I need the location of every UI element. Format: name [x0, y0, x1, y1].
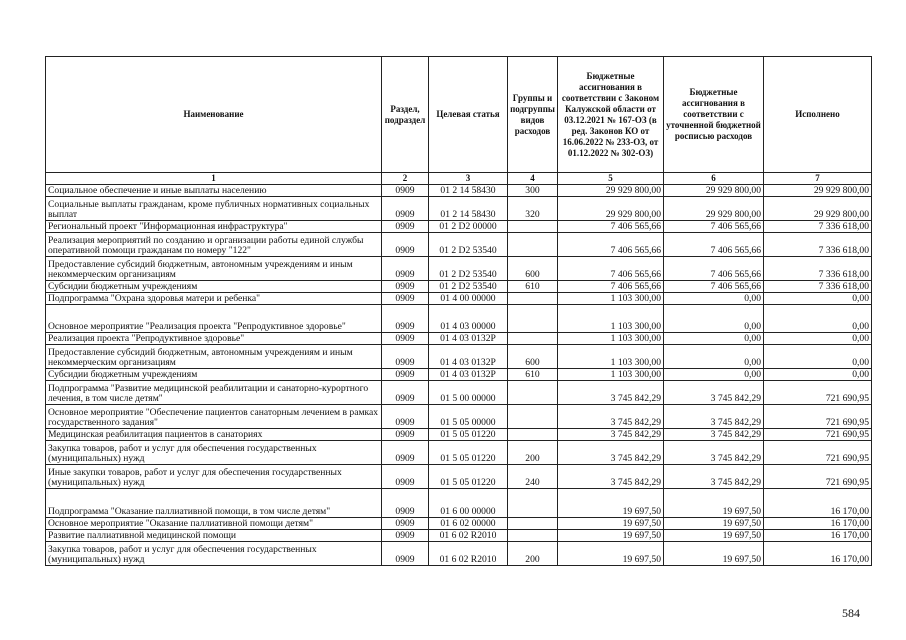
row-law-allocation: 19 697,50	[558, 518, 664, 530]
row-group	[508, 405, 558, 429]
row-law-allocation: 3 745 842,29	[558, 441, 664, 465]
header-refined-allocation: Бюджетные ассигнования в соответствии с уточненной бюджетной росписью расходов	[664, 57, 764, 173]
row-law-allocation: 3 745 842,29	[558, 405, 664, 429]
table-row	[46, 429, 872, 441]
row-target: 01 5 05 01220	[429, 429, 508, 441]
row-section: 0909	[382, 405, 429, 429]
row-law-allocation: 29 929 800,00	[558, 185, 664, 197]
row-refined-allocation: 3 745 842,29	[664, 429, 764, 441]
row-name: Реализация проекта "Репродуктивное здоровье"	[46, 333, 382, 345]
row-refined-allocation: 0,00	[664, 305, 764, 333]
row-group	[508, 333, 558, 345]
row-refined-allocation: 3 745 842,29	[664, 405, 764, 429]
row-executed: 0,00	[764, 305, 872, 333]
row-section: 0909	[382, 185, 429, 197]
row-name: Иные закупки товаров, работ и услуг для обеспечения государственных (муниципальных) нужд	[46, 465, 382, 489]
row-section: 0909	[382, 542, 429, 566]
row-group: 240	[508, 465, 558, 489]
row-name: Социальные выплаты гражданам, кроме публичных нормативных социальных выплат	[46, 197, 382, 221]
header-section: Раздел, подраздел	[382, 57, 429, 173]
row-executed: 7 336 618,00	[764, 221, 872, 233]
row-refined-allocation: 19 697,50	[664, 542, 764, 566]
row-name: Субсидии бюджетным учреждениям	[46, 281, 382, 293]
row-target: 01 6 00 00000	[429, 489, 508, 518]
row-refined-allocation: 3 745 842,29	[664, 441, 764, 465]
row-executed: 721 690,95	[764, 429, 872, 441]
row-target: 01 6 02 00000	[429, 518, 508, 530]
row-section: 0909	[382, 197, 429, 221]
row-refined-allocation: 0,00	[664, 369, 764, 381]
row-target: 01 5 05 01220	[429, 441, 508, 465]
row-executed: 7 336 618,00	[764, 257, 872, 281]
row-name: Развитие паллиативной медицинской помощи	[46, 530, 382, 542]
table-row	[46, 489, 872, 518]
column-number: 5	[558, 173, 664, 185]
row-executed: 721 690,95	[764, 465, 872, 489]
column-number: 2	[382, 173, 429, 185]
row-group: 600	[508, 345, 558, 369]
table-row	[46, 185, 872, 197]
row-executed: 0,00	[764, 345, 872, 369]
header-target: Целевая статья	[429, 57, 508, 173]
row-target: 01 2 D2 00000	[429, 221, 508, 233]
row-name: Предоставление субсидий бюджетным, автономным учреждениям и иным некоммерческим организациям	[46, 345, 382, 369]
table-row	[46, 381, 872, 405]
row-refined-allocation: 29 929 800,00	[664, 185, 764, 197]
table-row	[46, 530, 872, 542]
row-name: Региональный проект "Информационная инфраструктура"	[46, 221, 382, 233]
row-name: Социальное обеспечение и иные выплаты населению	[46, 185, 382, 197]
row-executed: 7 336 618,00	[764, 233, 872, 257]
row-group	[508, 233, 558, 257]
row-executed: 0,00	[764, 369, 872, 381]
row-section: 0909	[382, 293, 429, 305]
row-name: Подпрограмма "Развитие медицинской реабилитации и санаторно-курортного лечения, в том числе детям"	[46, 381, 382, 405]
row-target: 01 4 03 00000	[429, 305, 508, 333]
row-group: 610	[508, 369, 558, 381]
row-name: Закупка товаров, работ и услуг для обеспечения государственных (муниципальных) нужд	[46, 441, 382, 465]
row-name: Подпрограмма "Оказание паллиативной помощи, в том числе детям"	[46, 489, 382, 518]
column-number: 3	[429, 173, 508, 185]
row-law-allocation: 3 745 842,29	[558, 465, 664, 489]
row-law-allocation: 1 103 300,00	[558, 369, 664, 381]
row-target: 01 5 00 00000	[429, 381, 508, 405]
row-target: 01 5 05 00000	[429, 405, 508, 429]
row-section: 0909	[382, 489, 429, 518]
row-executed: 0,00	[764, 293, 872, 305]
table-row	[46, 293, 872, 305]
row-group	[508, 381, 558, 405]
row-executed: 16 170,00	[764, 542, 872, 566]
row-law-allocation: 19 697,50	[558, 542, 664, 566]
header-row	[46, 57, 872, 173]
row-refined-allocation: 7 406 565,66	[664, 221, 764, 233]
row-law-allocation: 7 406 565,66	[558, 257, 664, 281]
column-number: 7	[764, 173, 872, 185]
row-name: Основное мероприятие "Реализация проекта "Репродуктивное здоровье"	[46, 305, 382, 333]
row-executed: 16 170,00	[764, 518, 872, 530]
row-refined-allocation: 0,00	[664, 333, 764, 345]
row-section: 0909	[382, 530, 429, 542]
header-name: Наименование	[46, 57, 382, 173]
row-section: 0909	[382, 369, 429, 381]
row-section: 0909	[382, 233, 429, 257]
row-name: Закупка товаров, работ и услуг для обеспечения государственных (муниципальных) нужд	[46, 542, 382, 566]
row-refined-allocation: 19 697,50	[664, 530, 764, 542]
row-target: 01 2 14 58430	[429, 185, 508, 197]
row-executed: 721 690,95	[764, 441, 872, 465]
row-group	[508, 530, 558, 542]
column-number: 1	[46, 173, 382, 185]
row-law-allocation: 19 697,50	[558, 489, 664, 518]
row-section: 0909	[382, 429, 429, 441]
row-name: Основное мероприятие "Оказание паллиативной помощи детям"	[46, 518, 382, 530]
row-section: 0909	[382, 221, 429, 233]
row-executed: 29 929 800,00	[764, 185, 872, 197]
table-row	[46, 441, 872, 465]
row-name: Реализация мероприятий по созданию и организации работы единой службы оперативной помощи гражданам по номеру "122"	[46, 233, 382, 257]
column-number: 4	[508, 173, 558, 185]
row-executed: 16 170,00	[764, 489, 872, 518]
row-law-allocation: 3 745 842,29	[558, 381, 664, 405]
table-row	[46, 369, 872, 381]
row-target: 01 4 00 00000	[429, 293, 508, 305]
row-executed: 721 690,95	[764, 381, 872, 405]
row-group: 610	[508, 281, 558, 293]
table-row	[46, 333, 872, 345]
row-target: 01 2 D2 53540	[429, 233, 508, 257]
row-refined-allocation: 0,00	[664, 345, 764, 369]
table-row	[46, 518, 872, 530]
row-target: 01 4 03 0132P	[429, 333, 508, 345]
table-row	[46, 221, 872, 233]
row-refined-allocation: 19 697,50	[664, 518, 764, 530]
row-law-allocation: 1 103 300,00	[558, 333, 664, 345]
row-executed: 16 170,00	[764, 530, 872, 542]
table-row	[46, 345, 872, 369]
row-section: 0909	[382, 381, 429, 405]
row-section: 0909	[382, 465, 429, 489]
row-target: 01 6 02 R2010	[429, 542, 508, 566]
row-group: 320	[508, 197, 558, 221]
table-row	[46, 305, 872, 333]
row-target: 01 4 03 0132P	[429, 345, 508, 369]
row-group	[508, 293, 558, 305]
row-target: 01 2 14 58430	[429, 197, 508, 221]
row-refined-allocation: 29 929 800,00	[664, 197, 764, 221]
row-group	[508, 221, 558, 233]
row-section: 0909	[382, 333, 429, 345]
header-group: Группы и подгруппы видов расходов	[508, 57, 558, 173]
row-group	[508, 489, 558, 518]
row-section: 0909	[382, 441, 429, 465]
table-row	[46, 465, 872, 489]
row-law-allocation: 3 745 842,29	[558, 429, 664, 441]
row-executed: 0,00	[764, 333, 872, 345]
row-executed: 721 690,95	[764, 405, 872, 429]
row-section: 0909	[382, 345, 429, 369]
row-law-allocation: 19 697,50	[558, 530, 664, 542]
row-target: 01 5 05 01220	[429, 465, 508, 489]
row-refined-allocation: 3 745 842,29	[664, 381, 764, 405]
table-body	[46, 185, 872, 566]
row-group	[508, 429, 558, 441]
row-target: 01 4 03 0132P	[429, 369, 508, 381]
row-law-allocation: 7 406 565,66	[558, 281, 664, 293]
row-refined-allocation: 7 406 565,66	[664, 233, 764, 257]
row-law-allocation: 1 103 300,00	[558, 293, 664, 305]
table-row	[46, 233, 872, 257]
row-law-allocation: 7 406 565,66	[558, 221, 664, 233]
row-refined-allocation: 19 697,50	[664, 489, 764, 518]
row-name: Подпрограмма "Охрана здоровья матери и ребенка"	[46, 293, 382, 305]
row-group	[508, 518, 558, 530]
table-row	[46, 197, 872, 221]
row-law-allocation: 1 103 300,00	[558, 345, 664, 369]
row-group	[508, 305, 558, 333]
row-refined-allocation: 3 745 842,29	[664, 465, 764, 489]
row-section: 0909	[382, 281, 429, 293]
row-refined-allocation: 7 406 565,66	[664, 257, 764, 281]
header-law-allocation: Бюджетные ассигнования в соответствии с Законом Калужской области от 03.12.2021 № 167-ОЗ (в ред. Законов КО от 16.06.2022 № 233-ОЗ, от 01.12.2022 № 302-ОЗ)	[558, 57, 664, 173]
header-executed: Исполнено	[764, 57, 872, 173]
row-group: 200	[508, 441, 558, 465]
row-name: Медицинская реабилитация пациентов в санаториях	[46, 429, 382, 441]
table-row	[46, 405, 872, 429]
row-section: 0909	[382, 518, 429, 530]
table-row	[46, 257, 872, 281]
row-group: 300	[508, 185, 558, 197]
row-law-allocation: 7 406 565,66	[558, 233, 664, 257]
column-number-row	[46, 173, 872, 185]
row-name: Основное мероприятие "Обеспечение пациентов санаторным лечением в рамках государственного задания"	[46, 405, 382, 429]
row-target: 01 6 02 R2010	[429, 530, 508, 542]
table-row	[46, 281, 872, 293]
row-law-allocation: 1 103 300,00	[558, 305, 664, 333]
table-row	[46, 542, 872, 566]
row-refined-allocation: 7 406 565,66	[664, 281, 764, 293]
row-executed: 29 929 800,00	[764, 197, 872, 221]
budget-table	[45, 56, 872, 566]
column-number: 6	[664, 173, 764, 185]
row-executed: 7 336 618,00	[764, 281, 872, 293]
row-refined-allocation: 0,00	[664, 293, 764, 305]
row-target: 01 2 D2 53540	[429, 281, 508, 293]
row-group: 600	[508, 257, 558, 281]
page-number: 584	[842, 606, 860, 620]
row-target: 01 2 D2 53540	[429, 257, 508, 281]
row-name: Субсидии бюджетным учреждениям	[46, 369, 382, 381]
row-group: 200	[508, 542, 558, 566]
row-law-allocation: 29 929 800,00	[558, 197, 664, 221]
row-section: 0909	[382, 257, 429, 281]
row-name: Предоставление субсидий бюджетным, автономным учреждениям и иным некоммерческим организациям	[46, 257, 382, 281]
row-section: 0909	[382, 305, 429, 333]
